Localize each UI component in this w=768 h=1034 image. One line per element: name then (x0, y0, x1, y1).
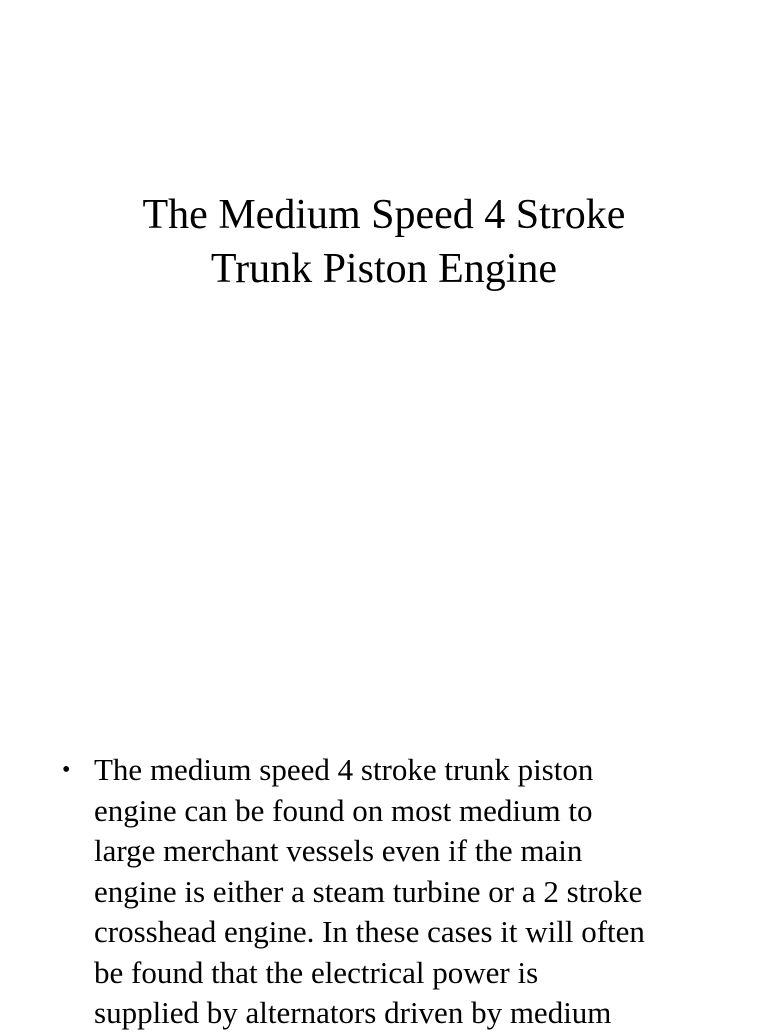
bullet-text-line-3: large merchant vessels even if the main (94, 833, 583, 868)
bullet-text-line-2: engine can be found on most medium to (94, 792, 593, 828)
slide-title-line-2: Trunk Piston Engine (210, 246, 558, 292)
bullet-marker: • (62, 757, 71, 783)
bullet-text-line-5: crosshead engine. In these cases it will often (94, 914, 645, 949)
bullet-text-line-1: The medium speed 4 stroke trunk piston (94, 752, 594, 787)
bullet-text-line-4: engine is either a steam turbine or a 2 stroke (94, 873, 643, 909)
bullet-list (62, 750, 722, 1034)
bullet-item (62, 750, 722, 1034)
bullet-text-line-7: supplied by alternators driven by medium (94, 995, 612, 1030)
bullet-text-line-6: be found that the electrical power is (94, 954, 539, 990)
slide-title (0, 188, 768, 296)
slide-title-line-1: The Medium Speed 4 Stroke (142, 192, 626, 238)
